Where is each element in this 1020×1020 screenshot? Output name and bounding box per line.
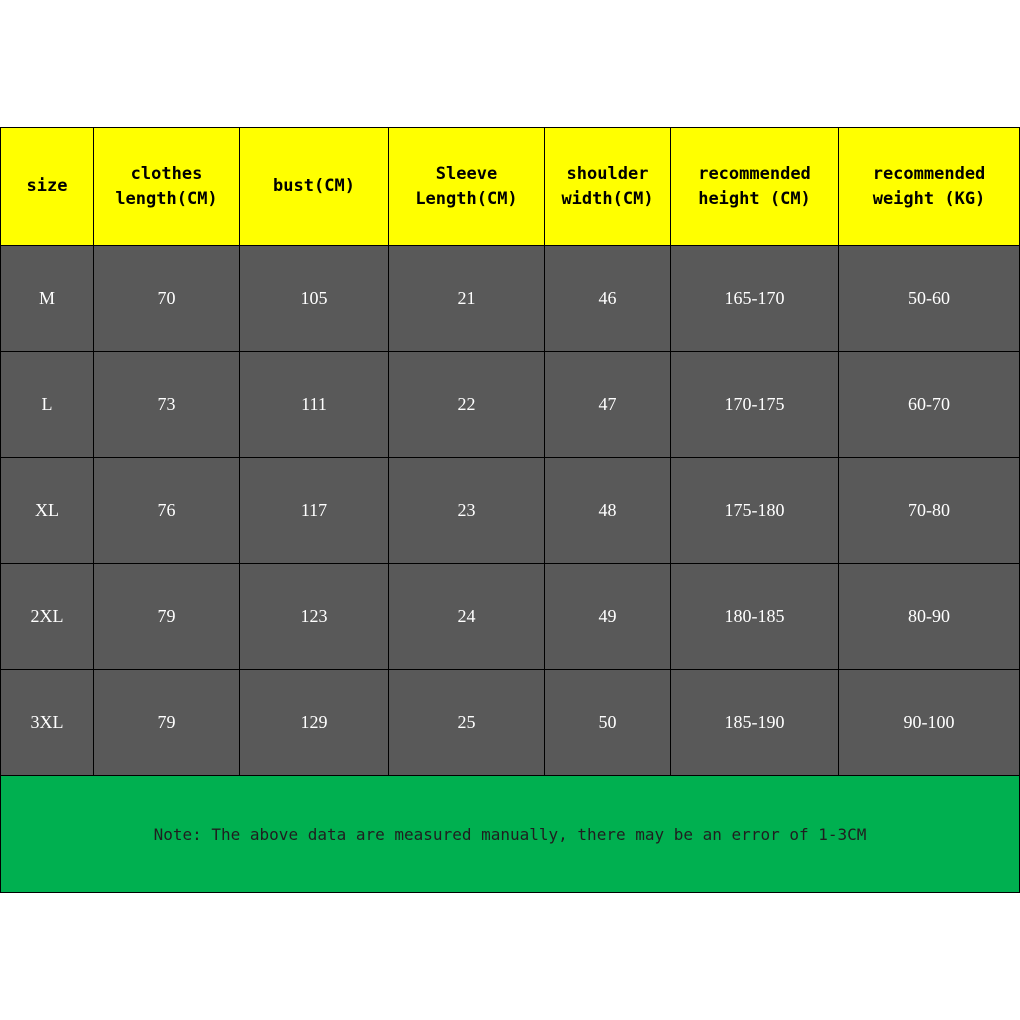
table-row-xl <box>1 458 1020 564</box>
cell-shoulder-width: 47 <box>545 352 671 458</box>
cell-bust: 111 <box>240 352 389 458</box>
cell-sleeve-length: 24 <box>389 564 545 670</box>
cell-sleeve-length: 22 <box>389 352 545 458</box>
note-row <box>1 776 1020 893</box>
cell-bust: 129 <box>240 670 389 776</box>
header-clothes-length: clothes length(CM) <box>94 128 240 246</box>
cell-shoulder-width: 49 <box>545 564 671 670</box>
size-chart-table <box>0 127 1020 893</box>
table-row-3xl <box>1 670 1020 776</box>
cell-sleeve-length: 21 <box>389 246 545 352</box>
cell-clothes-length: 73 <box>94 352 240 458</box>
cell-recommended-height: 175-180 <box>671 458 839 564</box>
table-row-l <box>1 352 1020 458</box>
table-row-2xl <box>1 564 1020 670</box>
cell-sleeve-length: 23 <box>389 458 545 564</box>
cell-clothes-length: 76 <box>94 458 240 564</box>
table-row-m <box>1 246 1020 352</box>
header-size: size <box>1 128 94 246</box>
cell-recommended-weight: 80-90 <box>839 564 1020 670</box>
header-bust: bust(CM) <box>240 128 389 246</box>
cell-size: 3XL <box>1 670 94 776</box>
cell-recommended-height: 180-185 <box>671 564 839 670</box>
measurement-note: Note: The above data are measured manually, there may be an error of 1-3CM <box>1 776 1020 893</box>
cell-recommended-weight: 60-70 <box>839 352 1020 458</box>
cell-bust: 123 <box>240 564 389 670</box>
cell-size: M <box>1 246 94 352</box>
cell-recommended-weight: 90-100 <box>839 670 1020 776</box>
header-shoulder-width: shoulder width(CM) <box>545 128 671 246</box>
cell-shoulder-width: 50 <box>545 670 671 776</box>
cell-clothes-length: 79 <box>94 670 240 776</box>
cell-shoulder-width: 46 <box>545 246 671 352</box>
cell-size: L <box>1 352 94 458</box>
cell-recommended-weight: 50-60 <box>839 246 1020 352</box>
header-sleeve-length: Sleeve Length(CM) <box>389 128 545 246</box>
cell-bust: 117 <box>240 458 389 564</box>
cell-sleeve-length: 25 <box>389 670 545 776</box>
header-recommended-weight: recommended weight (KG) <box>839 128 1020 246</box>
cell-size: 2XL <box>1 564 94 670</box>
cell-recommended-height: 185-190 <box>671 670 839 776</box>
cell-recommended-weight: 70-80 <box>839 458 1020 564</box>
cell-shoulder-width: 48 <box>545 458 671 564</box>
header-row <box>1 128 1020 246</box>
cell-recommended-height: 170-175 <box>671 352 839 458</box>
header-recommended-height: recommended height (CM) <box>671 128 839 246</box>
cell-bust: 105 <box>240 246 389 352</box>
cell-recommended-height: 165-170 <box>671 246 839 352</box>
cell-size: XL <box>1 458 94 564</box>
cell-clothes-length: 79 <box>94 564 240 670</box>
cell-clothes-length: 70 <box>94 246 240 352</box>
